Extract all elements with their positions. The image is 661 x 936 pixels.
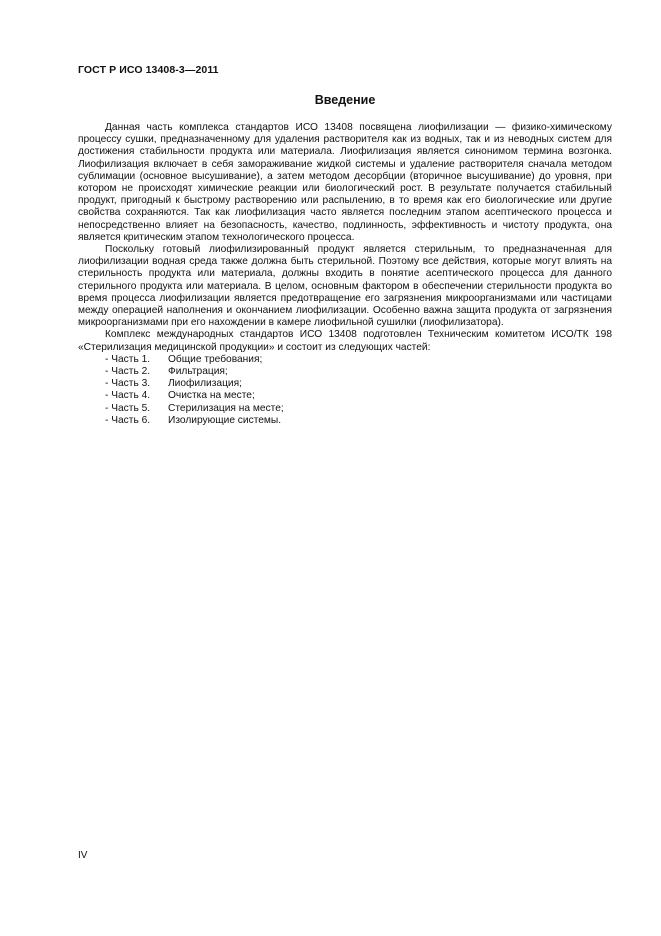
part-number: - Часть 3. [105, 378, 151, 390]
part-title: Общие требования; [168, 353, 263, 365]
part-title: Изолирующие системы. [168, 414, 282, 426]
part-number: - Часть 2. [105, 366, 151, 378]
list-item [105, 415, 612, 427]
list-item [105, 366, 612, 378]
part-number: - Часть 4. [105, 390, 151, 402]
part-number: - Часть 1. [105, 353, 151, 365]
standard-parts-list [78, 354, 612, 427]
page-number: IV [78, 850, 88, 861]
list-item [105, 390, 612, 402]
paragraph-lyophilization-overview: Данная часть комплекса стандартов ИСО 13408 посвящена лиофилизации — физико-химическому процессу сушки, предназначенному для удаления растворителя как из водных, так и из неводных систем для достижения стабильности продукта или материала. Лиофилизация является синонимом термина возгонка. Лиофилизация включает в себя замораживание жидкой системы и удаление растворителя сначала методом сублимации (основное высушивание), а затем методом десорбции (вторичное высушивание) до уровня, при котором не происходят химические реакции или биологический рост. В результате получается стабильный продукт, пригодный к быстрому растворению или распылению, в то время как его биологические или другие свойства сохраняются. Так как лиофилизация часто является последним этапом асептического процесса и непосредственно влияет на безопасность, качество, подлинность, эффективность и чистоту продукта, она является критическим этапом технологического процесса. [78, 122, 612, 243]
list-item [105, 378, 612, 390]
part-title: Фильтрация; [168, 366, 228, 378]
document-code-header: ГОСТ Р ИСО 13408-3—2011 [78, 64, 219, 76]
part-number: - Часть 6. [105, 414, 151, 426]
part-number: - Часть 5. [105, 402, 151, 414]
section-title: Введение [314, 93, 376, 107]
part-title: Лиофилизация; [168, 378, 242, 390]
list-item [105, 403, 612, 415]
list-item [105, 354, 612, 366]
part-title: Стерилизация на месте; [168, 402, 284, 414]
section-body [78, 122, 612, 427]
paragraph-standard-parts-intro: Комплекс международных стандартов ИСО 13408 подготовлен Техническим комитетом ИСО/ТК 198 «Стерилизация медицинской продукции» и состоит из следующих частей: [78, 329, 612, 353]
part-title: Очистка на месте; [168, 390, 255, 402]
paragraph-sterility: Поскольку готовый лиофилизированный продукт является стерильным, то предназначенная для лиофилизации водная среда также должна быть стерильной. Поэтому все действия, которые могут влиять на стерильность продукта или материала, должны входить в понятие асептического процесса для данного стерильного продукта или материала. В целом, основным фактором в обеспечении стерильности продукта во время процесса лиофилизации является предотвращение его загрязнения микроорганизмами или частицами между операцией наполнения и окончанием лиофилизации. Особенно важна защита продукта от загрязнения микроорганизмами при его нахождении в камере лиофильной сушилки (лиофилизатора). [78, 244, 612, 329]
